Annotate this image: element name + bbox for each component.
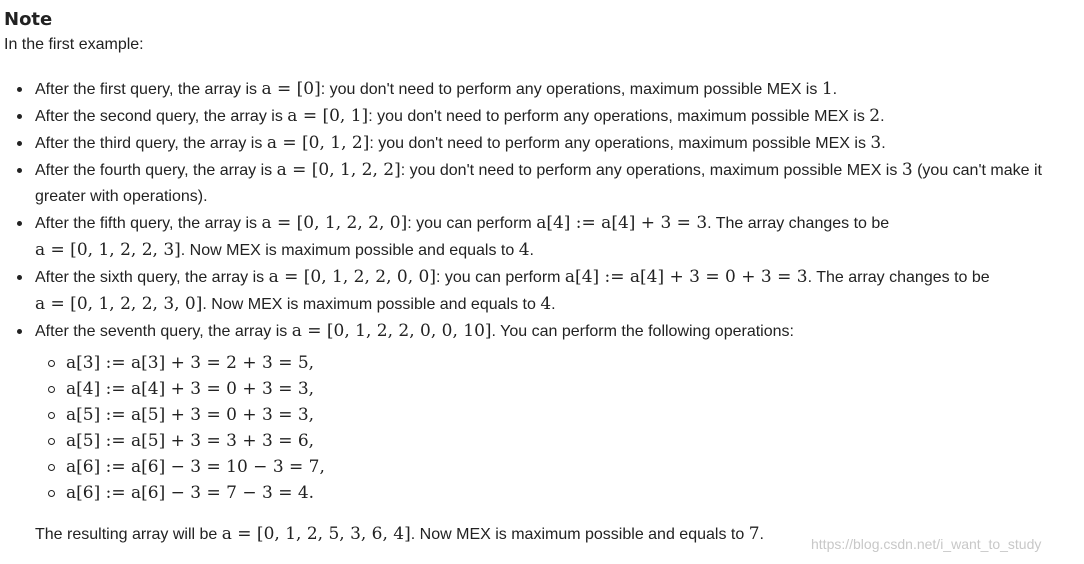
math-expression: a = [0, 1, 2, 2] (276, 160, 401, 180)
list-item (0, 264, 1080, 318)
item-text: . Now MEX is maximum possible and equals to (202, 296, 541, 313)
watermark: https://blog.csdn.net/i_want_to_study (811, 536, 1042, 552)
math-expression: 1 (821, 79, 833, 99)
list-item (0, 103, 1080, 130)
math-expression: a = [0, 1, 2, 2, 3] (35, 240, 181, 260)
math-expression: a = [0, 1, 2, 2, 0, 0, 10] (291, 321, 492, 341)
item-text: . Now MEX is maximum possible and equals to (180, 242, 519, 259)
list-item (0, 76, 1080, 103)
math-expression: a = [0, 1, 2, 2, 3, 0] (35, 294, 203, 314)
math-expression: 3 (870, 133, 882, 153)
item-text: : you don't need to perform any operations, maximum possible MEX is (320, 81, 822, 98)
item-text: . Now MEX is maximum possible and equals to (410, 526, 749, 543)
item-text: : you don't need to perform any operations, maximum possible MEX is (369, 135, 871, 152)
item-text: After the first query, the array is (35, 81, 262, 98)
list-item (0, 210, 1080, 264)
operation-item: a[4] := a[4] + 3 = 0 + 3 = 3, (0, 376, 325, 402)
item-text: After the fourth query, the array is (35, 162, 277, 179)
list-item (0, 157, 1080, 210)
operation-item: a[6] := a[6] − 3 = 10 − 3 = 7, (0, 454, 325, 480)
list-item (0, 318, 1080, 345)
item-text: : you can perform (435, 269, 565, 286)
result-text (35, 524, 764, 544)
item-text: After the second query, the array is (35, 108, 288, 125)
math-expression: 4 (518, 240, 530, 260)
math-expression: a = [0, 1, 2] (266, 133, 370, 153)
math-expression: a = [0, 1, 2, 5, 3, 6, 4] (221, 524, 411, 544)
operation-list (0, 350, 325, 506)
math-expression: 3 (901, 160, 913, 180)
query-list (0, 76, 1080, 345)
operation-item: a[5] := a[5] + 3 = 3 + 3 = 6, (0, 428, 325, 454)
math-expression: a = [0, 1, 2, 2, 0, 0] (268, 267, 436, 287)
item-text: : you don't need to perform any operations, maximum possible MEX is (368, 108, 870, 125)
math-expression: 7 (748, 524, 760, 544)
item-text: . The array changes to be (707, 215, 890, 232)
operation-item: a[5] := a[5] + 3 = 0 + 3 = 3, (0, 402, 325, 428)
intro-text: In the first example: (4, 36, 144, 53)
item-text: : you can perform (407, 215, 537, 232)
math-expression: a = [0] (261, 79, 321, 99)
item-text: . (881, 135, 886, 152)
item-text: . (759, 526, 764, 543)
item-text: . The array changes to be (807, 269, 990, 286)
note-heading: Note (4, 9, 53, 30)
math-expression: a = [0, 1, 2, 2, 0] (261, 213, 408, 233)
item-text: . (529, 242, 534, 259)
item-text: (you can't make it greater with operations). (35, 162, 1042, 205)
math-expression: a[4] := a[4] + 3 = 0 + 3 = 3 (564, 267, 808, 287)
operation-item: a[3] := a[3] + 3 = 2 + 3 = 5, (0, 350, 325, 376)
list-item (0, 130, 1080, 157)
item-text: After the sixth query, the array is (35, 269, 269, 286)
item-text: The resulting array will be (35, 526, 222, 543)
math-expression: a[4] := a[4] + 3 = 3 (536, 213, 708, 233)
math-expression: 2 (869, 106, 881, 126)
item-text: . (832, 81, 838, 98)
math-expression: a = [0, 1] (287, 106, 369, 126)
item-text: After the fifth query, the array is (35, 215, 262, 232)
item-text: . You can perform the following operations: (491, 323, 794, 340)
item-text: After the third query, the array is (35, 135, 267, 152)
item-text: : you don't need to perform any operations, maximum possible MEX is (400, 162, 902, 179)
operation-item: a[6] := a[6] − 3 = 7 − 3 = 4. (0, 480, 325, 506)
math-expression: 4 (540, 294, 552, 314)
item-text: . (880, 108, 885, 125)
item-text: . (551, 296, 556, 313)
item-text: After the seventh query, the array is (35, 323, 292, 340)
